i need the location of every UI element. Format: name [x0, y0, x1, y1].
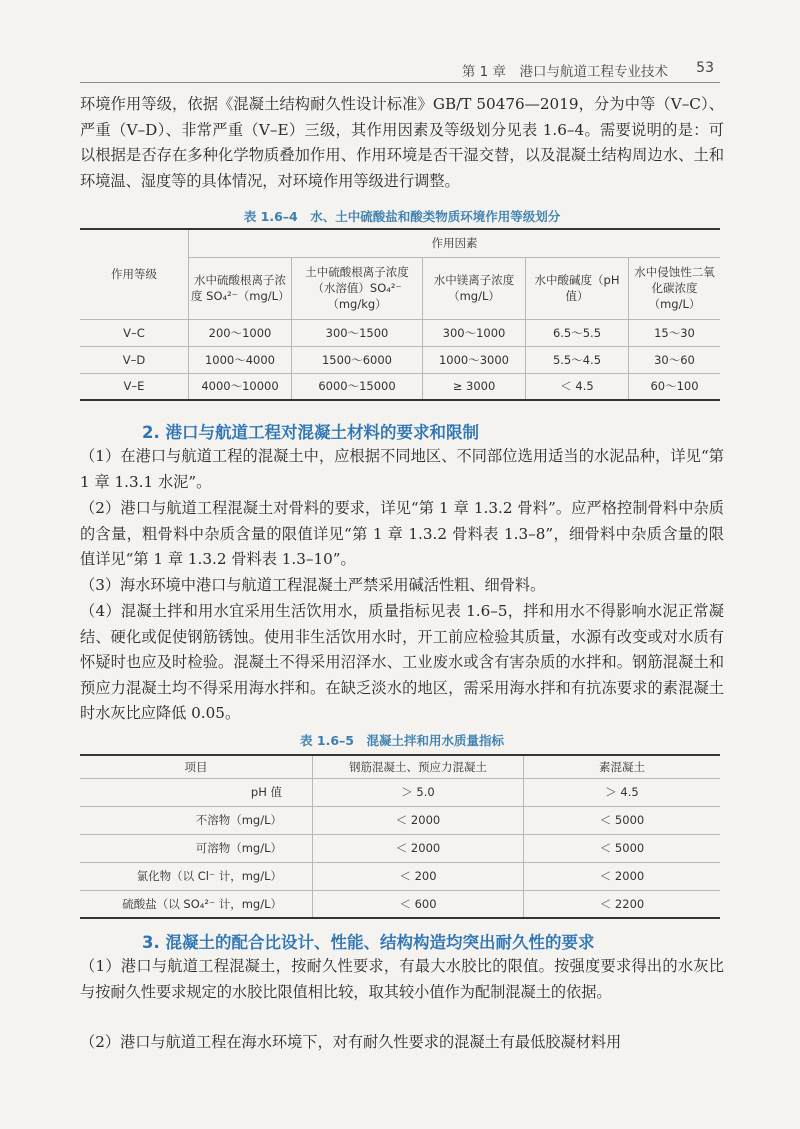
value-cell: 6000～15000: [292, 373, 423, 400]
value-cell: 300～1500: [292, 319, 423, 346]
value-cell: ＜ 5000: [524, 806, 721, 834]
table1-caption: 表 1.6–4 水、土中硫酸盐和酸类物质环境作用等级划分: [243, 209, 561, 224]
grade-cell: V–E: [80, 373, 189, 400]
table-row: [80, 834, 720, 862]
chapter-title: 第 1 章 港口与航道工程专业技术: [461, 64, 668, 80]
table1-col-header: 土中硫酸根离子浓度（水溶值）SO₄²⁻（mg/kg）: [292, 257, 423, 319]
value-cell: ＜ 600: [313, 890, 524, 918]
value-cell: 300～1000: [423, 319, 526, 346]
value-cell: 15～30: [629, 319, 721, 346]
table-row: [80, 319, 720, 346]
table2-col-header: 钢筋混凝土、预应力混凝土: [313, 755, 524, 778]
value-cell: 1500～6000: [292, 346, 423, 373]
table2-col-header: 项目: [80, 755, 313, 778]
table-row: [80, 890, 720, 918]
environment-grade-table: [80, 228, 720, 401]
section2-paragraph-2: （2）港口与航道工程混凝土对骨料的要求，详见“第 1 章 1.3.2 骨料”。应严格控制骨料中杂质的含量，粗骨料中杂质含量的限值详见“第 1 章 1.3.2 骨料表 1.3–8”，细骨料中杂质含量的限值详见“第 1 章 1.3.2 骨料表 1.3–10”。: [80, 499, 724, 569]
item-cell: 氯化物（以 Cl⁻ 计，mg/L）: [80, 862, 313, 890]
section3-paragraph-2: （2）港口与航道工程在海水环境下，对有耐久性要求的混凝土有最低胶凝材料用: [80, 1033, 622, 1051]
item-cell: 硫酸盐（以 SO₄²⁻ 计，mg/L）: [80, 890, 313, 918]
section3-heading: 3. 混凝土的配合比设计、性能、结构构造均突出耐久性的要求: [142, 933, 595, 952]
table-row: [80, 346, 720, 373]
value-cell: ＜ 2000: [313, 834, 524, 862]
section2-paragraph-1: （1）在港口与航道工程的混凝土中，应根据不同地区、不同部位选用适当的水泥品种，详见“第 1 章 1.3.1 水泥”。: [80, 447, 724, 491]
value-cell: ＜ 5000: [524, 834, 721, 862]
section2-paragraph-3: （3）海水环境中港口与航道工程混凝土严禁采用碱活性粗、细骨料。: [80, 576, 546, 594]
table-row: [80, 862, 720, 890]
table2-caption: 表 1.6–5 混凝土拌和用水质量指标: [300, 733, 504, 748]
table-row: [80, 373, 720, 400]
item-cell: 可溶物（mg/L）: [80, 834, 313, 862]
table-row: [80, 778, 720, 806]
table1-col-header: 水中侵蚀性二氧化碳浓度（mg/L）: [629, 257, 721, 319]
item-cell: pH 值: [80, 778, 313, 806]
section3-paragraph-1: （1）港口与航道工程混凝土，按耐久性要求，有最大水胶比的限值。按强度要求得出的水灰比与按耐久性要求规定的水胶比限值相比较，取其较小值作为配制混凝土的依据。: [80, 957, 724, 1001]
value-cell: 1000～3000: [423, 346, 526, 373]
value-cell: ＜ 2000: [313, 806, 524, 834]
value-cell: ＞ 5.0: [313, 778, 524, 806]
value-cell: ＜ 200: [313, 862, 524, 890]
page-number: 53: [696, 60, 714, 76]
table1-col-header: 水中硫酸根离子浓度 SO₄²⁻（mg/L）: [189, 257, 292, 319]
section2-heading: 2. 港口与航道工程对混凝土材料的要求和限制: [142, 423, 479, 442]
item-cell: 不溶物（mg/L）: [80, 806, 313, 834]
table2-col-header: 素混凝土: [524, 755, 721, 778]
value-cell: ＞ 4.5: [524, 778, 721, 806]
value-cell: 4000～10000: [189, 373, 292, 400]
value-cell: 1000～4000: [189, 346, 292, 373]
section2-paragraph-4: （4）混凝土拌和用水宜采用生活饮用水，质量指标见表 1.6–5，拌和用水不得影响水泥正常凝结、硬化或促使钢筋锈蚀。使用非生活饮用水时，开工前应检验其质量，水源有改变或对水质有怀疑时也应及时检验。混凝土不得采用沼泽水、工业废水或含有害杂质的水拌和。钢筋混凝土和预应力混凝土均不得采用海水拌和。在缺乏淡水的地区，需采用海水拌和有抗冻要求的素混凝土时水灰比应降低 0.05。: [80, 602, 724, 723]
value-cell: 200～1000: [189, 319, 292, 346]
value-cell: ≥ 3000: [423, 373, 526, 400]
table1-group-header: 作用因素: [189, 229, 721, 257]
table-row: [80, 806, 720, 834]
value-cell: 5.5～4.5: [526, 346, 629, 373]
table1-col-header: 水中酸碱度（pH 值）: [526, 257, 629, 319]
grade-cell: V–C: [80, 319, 189, 346]
mixing-water-quality-table: [80, 754, 720, 919]
value-cell: ＜ 2000: [524, 862, 721, 890]
grade-cell: V–D: [80, 346, 189, 373]
intro-paragraph: 环境作用等级，依据《混凝土结构耐久性设计标准》GB/T 50476—2019，分为中等（V–C）、严重（V–D）、非常严重（V–E）三级，其作用因素及等级划分见表 1.6–4。需要说明的是：可以根据是否存在多种化学物质叠加作用、作用环境是否干湿交替，以及混凝土结构周边水、土和环境温、湿度等的具体情况，对环境作用等级进行调整。: [80, 95, 724, 190]
table1-rowhead: 作用等级: [80, 229, 189, 319]
value-cell: 6.5～5.5: [526, 319, 629, 346]
value-cell: 60～100: [629, 373, 721, 400]
value-cell: ＜ 2200: [524, 890, 721, 918]
value-cell: ＜ 4.5: [526, 373, 629, 400]
table1-col-header: 水中镁离子浓度（mg/L）: [423, 257, 526, 319]
running-header: [80, 58, 720, 83]
value-cell: 30～60: [629, 346, 721, 373]
